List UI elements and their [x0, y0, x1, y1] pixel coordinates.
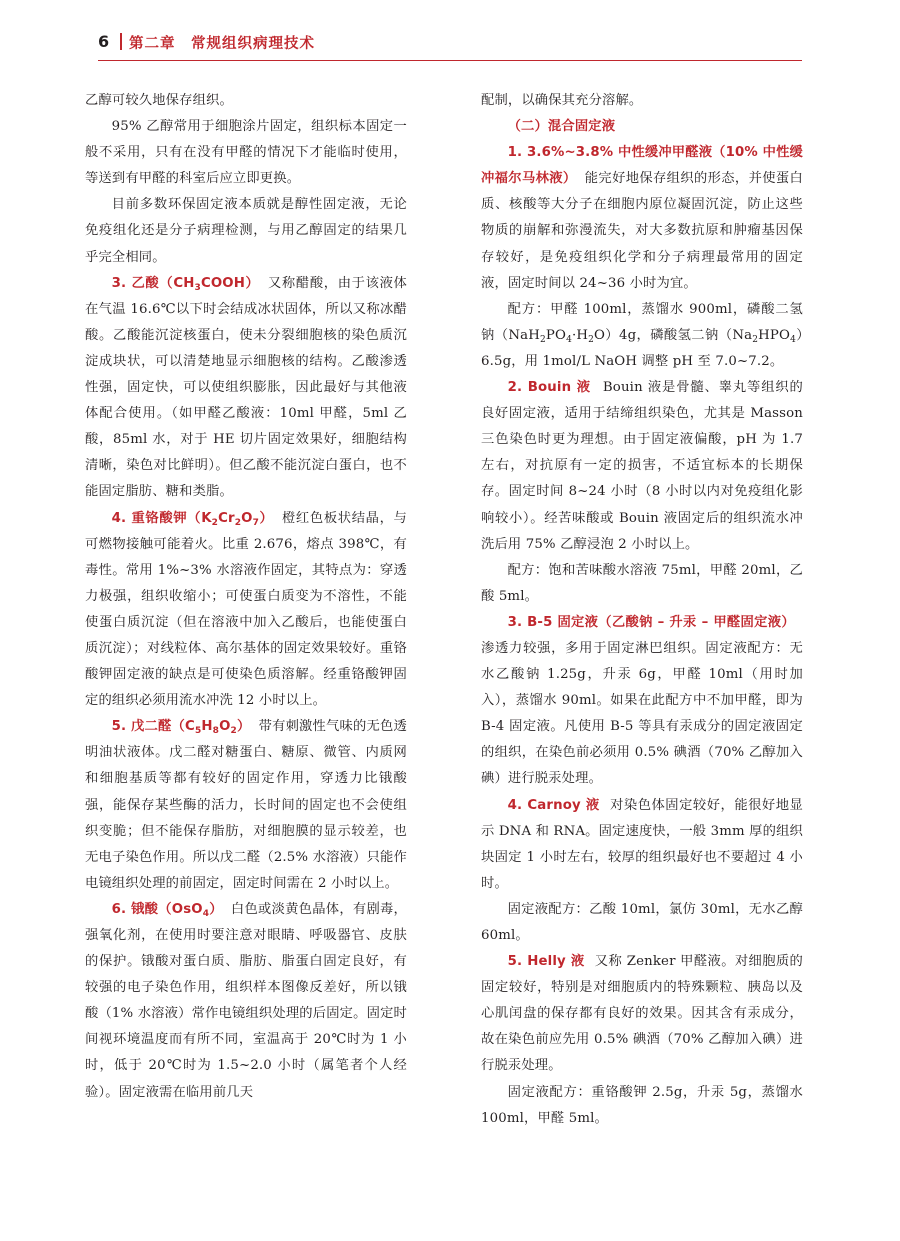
paragraph: 配制，以确保其充分溶解。: [481, 93, 643, 108]
header-rule: [98, 60, 802, 61]
carnoy-entry: [481, 793, 803, 897]
osmic-acid-body: 白色或淡黄色晶体，有剧毒，强氧化剂，在使用时要注意对眼睛、呼吸器官、皮肤的保护。锇酸对蛋白质、脂肪、脂蛋白固定良好，有较强的电子染色作用，组织样本图像反差好，所以锇酸（1% 水溶液）常作电镜组织处理的后固定。固定时间视环境温度而有所不同，室温高于 20℃时为 1 小时，低于 20℃时为 1.5~2.0 小时（属笔者个人经验）。固定液需在临用前几天: [85, 901, 408, 1100]
b5-body: 渗透力较强，多用于固定淋巴组织。固定液配方：无水乙酸钠 1.25g，升汞 6g，甲醛 10ml（用时加入），蒸馏水 90ml。如果在此配方中不加甲醛，即为 B-4 固定液。凡使用 B-5 等具有汞成分的固定液固定的组织，在染色前必须用 0.5% 碘酒（70% 乙醇加入碘）进行脱汞处理。: [481, 640, 803, 787]
helly-body: 又称 Zenker 甲醛液。对细胞质的固定较好，特别是对细胞质内的特殊颗粒、胰岛以及心肌闰盘的保存都有良好的效果。因其含有汞成分，故在染色前应先用 0.5% 碘酒（70% 乙醇加入碘）进行脱汞处理。: [481, 954, 803, 1074]
paragraph: 95% 乙醇常用于细胞涂片固定，组织标本固定一般不采用，只有在没有甲醛的情况下才能临时使用，等送到有甲醛的科室后应立即更换。: [85, 119, 407, 187]
formalin-entry: [481, 140, 803, 297]
chapter-title: 第二章 常规组织病理技术: [129, 36, 315, 52]
formalin-recipe: 配方：甲醛 100ml，蒸馏水 900ml，磷酸二氢钠$(NaH_2PO_4\cdot H_2O)4g$，磷酸氢二钠$(Na_2HPO_4)6.5g$，用 1mol/L NaOH 调整 pH 至 7.0~7.2。: [481, 301, 804, 369]
section-heading: （二）混合固定液: [507, 119, 616, 135]
formalin-body: 能完好地保存组织的形态，并使蛋白质、核酸等大分子在细胞内原位凝固沉淀，防止这些物质的崩解和弥漫流失，对大多数抗原和肿瘤基因保存较好，是免疫组织化学和分子病理最常用的固定液，固定时间以 24~36 小时为宜。: [481, 171, 803, 291]
right-column: [481, 88, 803, 1132]
osmic-acid-entry: [85, 897, 407, 1106]
acetic-acid-heading: 3. 乙酸$(CH_3COOH)$: [111, 275, 260, 293]
helly-entry: [481, 949, 803, 1079]
formalin-heading: 1. 3.6%~3.8% 中性缓冲甲醛液（10% 中性缓冲福尔马林液）: [481, 145, 803, 187]
page-header: [98, 30, 802, 64]
bouin-recipe: 配方：饱和苦味酸水溶液 75ml，甲醛 20ml，乙酸 5ml。: [481, 562, 803, 604]
acetic-acid-body: 又称醋酸，由于该液体在气温 16.6℃以下时会结成冰状固体，所以又称冰醋酸。乙酸能沉淀核蛋白，使未分裂细胞核的染色质沉淀成块状，可以清楚地显示细胞核的结构。乙酸渗透性强，固定快，可以使组织膨胀，因此最好与其他液体配合使用。（如甲醛乙酸液：10ml 甲醛，5ml 乙酸，85ml 水，对于 HE 切片固定效果好，细胞结构清晰，染色对比鲜明）。但乙酸不能沉淀白蛋白，也不能固定脂肪、糖和类脂。: [85, 275, 407, 500]
dichromate-entry: [85, 506, 407, 715]
glutaraldehyde-heading: 5. 戊二醛$(C_5H_8O_2)$: [111, 719, 251, 737]
helly-recipe: 固定液配方：重铬酸钾 2.5g，升汞 5g，蒸馏水 100ml，甲醛 5ml。: [481, 1084, 803, 1126]
glutaraldehyde-body: 带有刺激性气味的无色透明油状液体。戊二醛对糖蛋白、糖原、微管、内质网和细胞基质等都有较好的固定作用，穿透力比锇酸强，能保存某些酶的活力，长时间的固定也不会使组织变脆；但不能保存脂肪，对细胞膜的显示较差，也无电子染色作用。所以戊二醛（2.5% 水溶液）只能作电镜组织处理的前固定，固定时间需在 2 小时以上。: [85, 719, 407, 891]
b5-heading: 3. B-5 固定液（乙酸钠 – 升汞 – 甲醛固定液）: [507, 614, 795, 630]
bouin-body: Bouin 液是骨髓、睾丸等组织的良好固定液，适用于结缔组织染色，尤其是 Masson 三色染色时更为理想。由于固定液偏酸，pH 为 1.7 左右，对抗原有一定的损害，不适宜标本的长期保存。固定时间 8~24 小时（8 小时以内对免疫组化影响较小）。经苦味酸或 Bouin 液固定后的组织流水冲洗后用 75% 乙醇浸泡 2 小时以上。: [481, 380, 803, 552]
page-number: 6: [98, 32, 110, 51]
left-column: [85, 88, 407, 1106]
helly-heading: 5. Helly 液: [507, 954, 585, 970]
header-divider: [120, 33, 122, 50]
bouin-heading: 2. Bouin 液: [507, 380, 591, 396]
carnoy-heading: 4. Carnoy 液: [507, 797, 600, 813]
paragraph: 乙醇可较久地保存组织。: [85, 93, 233, 108]
bouin-entry: [481, 375, 803, 558]
acetic-acid-entry: [85, 271, 407, 506]
b5-entry: [481, 610, 803, 793]
carnoy-body: 对染色体固定较好，能很好地显示 DNA 和 RNA。固定速度快，一般 3mm 厚的组织块固定 1 小时左右，较厚的组织最好也不要超过 4 小时。: [481, 797, 803, 891]
dichromate-heading: 4. 重铬酸钾$(K_2Cr_2O_7)$: [111, 510, 274, 528]
carnoy-recipe: 固定液配方：乙酸 10ml，氯仿 30ml，无水乙醇 60ml。: [481, 901, 803, 943]
osmic-acid-heading: 6. 锇酸（OsO$_4$）: [111, 901, 223, 919]
dichromate-body: 橙红色板状结晶，与可燃物接触可能着火。比重 2.676，熔点 398℃，有毒性。常用 1%~3% 水溶液作固定，其特点为：穿透力极强，组织收缩小；可使蛋白质变为不溶性，不能使蛋白质沉淀（但在溶液中加入乙酸后，也能使蛋白质沉淀）；对线粒体、高尔基体的固定效果较好。重铬酸钾固定液的缺点是可使染色质溶解。经重铬酸钾固定的组织必须用流水冲洗 12 小时以上。: [85, 510, 407, 709]
paragraph: 目前多数环保固定液本质就是醇性固定液，无论免疫组化还是分子病理检测，与用乙醇固定的结果几乎完全相同。: [85, 197, 407, 265]
glutaraldehyde-entry: [85, 714, 407, 897]
